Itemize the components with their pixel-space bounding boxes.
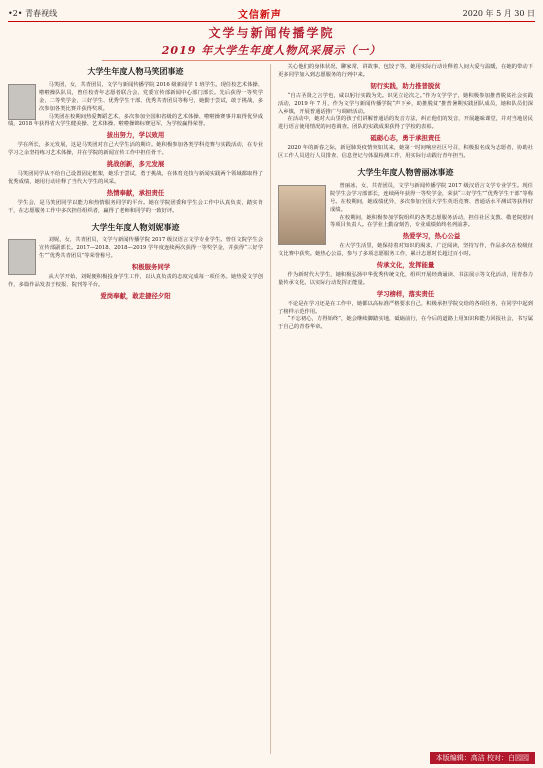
subhead: 挑战创新，多元发展 — [106, 160, 165, 169]
subhead: 韧行实践，助力推普脱贫 — [370, 81, 441, 90]
article-paragraph: 从大学开始，刘妮便积极投身学生工作，以认真负责的态度完成每一项任务。她热爱文学创作，多篇作品发表于校报、院刊等平台。 — [8, 274, 263, 288]
page-title — [60, 24, 483, 66]
article-paragraph: 马笑团同学从不给自己设置固定框架，她乐于尝试，勇于挑战，在体育竞技与新闻实践两个领域都取得了优秀成绩，她用行动诠释了当代大学生的风采。 — [8, 170, 263, 185]
section-label: •2• 青春视线 — [8, 8, 58, 18]
portrait-liu — [8, 239, 36, 275]
masthead: 文信新声 — [237, 9, 282, 21]
subhead: 积极服务同学 — [131, 263, 171, 272]
article-paragraph: 在活动中，她对大山里的孩子们讲解普通话的发音方法，纠正他们的发音，开展趣味课堂，并对当地居民进行语言使用情况的问卷调查。团队的实践成果获得了学校的表彰。 — [278, 116, 533, 131]
column-divider — [270, 64, 271, 754]
article-paragraph: 马笑团在校期间热爱舞蹈艺术，多次参加全国和省级的艺术体操、啦啦操赛事并取得优异成绩，2018 年获得省大学生健美操、艺术体操、啦啦操锦标赛冠军，为学校赢得荣誉。 — [8, 113, 263, 128]
subhead: 拔出努力，学以致用 — [106, 131, 165, 140]
article-paragraph: “不忘初心，方得始终”，她会继续脚踏实地，砥砺前行，在今后的道路上用知识和能力回报社会，书写属于自己的青春华章。 — [278, 316, 533, 331]
article-paragraph: 刘妮，女，共青团员，文学与新闻传播学院 2017 级汉语言文学专业学生。曾任文院学生会宣传部副部长。2017—2018、2018—2019 学年度连续两次获得一等奖学金，并获得“三好学生”“优秀共青团员”等荣誉称号。 — [39, 237, 263, 260]
editor-credit: 本版编辑：高洁 校对：白园园 — [430, 752, 535, 764]
subhead: 爱岗奉献，敢走捷径夕阳 — [100, 291, 171, 300]
article-paragraph: 作为新时代大学生，她积极弘扬中华优秀传统文化，组织开展经典诵读、书法展示等文化活动，用青春力量传承文化，以实际行动发挥正能量。 — [278, 271, 533, 286]
article-paragraph: 在大学生活里，她保持着对知识的渴求，广泛阅读，坚持写作，作品多次在校级征文比赛中获奖。她热心公益，参与了多项志愿服务工作，累计志愿时长超过百小时。 — [278, 243, 533, 258]
article-title-liu: 大学生年度人物刘妮事迹 — [91, 222, 180, 232]
article-title-zeng: 大学生年度人物曾丽冰事迹 — [357, 167, 454, 177]
left-column — [8, 64, 263, 303]
subhead: 热情奉献，承担责任 — [106, 188, 165, 197]
subhead: 热爱学习，热心公益 — [402, 232, 461, 241]
article-paragraph: 学生会，是马笑团同学以能力和热情服务同学的平台。她在学院团委和学生会工作中认真负责，踏实肯干，在志愿服务工作中多次担任组织者，赢得了老师和同学的一致好评。 — [8, 199, 263, 214]
article-paragraph: 学在所长，多元发展，这是马笑团对自己大学生活的期许。她积极参加各类学科竞赛与实践活动，在专业学习之余坚持练习艺术体操，并在学院的新闻宣传工作中担任骨干。 — [8, 142, 263, 157]
article-paragraph: 曾丽冰，女，共青团员，文学与新闻传播学院 2017 级汉语言文学专业学生。现任院学生会学习部部长，连续两年获得一等奖学金，荣获“三好学生”“优秀学生干部”等称号。在校期间，她成绩优异，多次参加全国大学生英语竞赛、普通话水平测试等获得好成绩。 — [330, 182, 533, 213]
portrait-zeng — [278, 185, 326, 245]
subhead: 传承文化，发挥能量 — [376, 261, 435, 270]
article-title-ma: 大学生年度人物马笑团事迹 — [87, 67, 184, 76]
page-title-line2: 2019 年大学生年度人物风采展示（一） — [161, 44, 382, 57]
portrait-ma — [8, 84, 36, 120]
page-title-line1: 文学与新闻传播学院 — [208, 26, 335, 40]
right-column — [278, 64, 533, 332]
subhead: 砥砺心志，勇于承担责任 — [370, 134, 441, 143]
subhead: 学习榜样，落实责任 — [376, 289, 435, 298]
article-paragraph: 在校期间，她积极参加学院组织的各类志愿服务活动，担任社区支教、敬老院慰问等项目负责人。在学业上勤奋刻苦，专业成绩始终名列前茅。 — [330, 214, 533, 229]
article-paragraph: 不论是在学习还是在工作中，她都以高标准严格要求自己，积极承担学院交给的各项任务，在同学中起到了榜样示范作用。 — [278, 300, 533, 315]
issue-date: 2020 年 5 月 30 日 — [462, 8, 535, 18]
article-paragraph: 马笑团，女，共青团员，文学与新闻传播学院 2016 级新闻学 1 班学生。现任校艺术体操、啦啦操队队员，曾任校青年志愿者联合会、党委宣传部新闻中心部门部长。先后获得一等奖学金、二等奖学金、三好学生、优秀学生干部、优秀共青团员等称号，她勤于尝试，敢于挑战，多次参加各类比赛并获得奖项。 — [39, 81, 263, 112]
article-paragraph: 关心他们的身体状况，聊家常，讲故事，包饺子等，她用实际行动诠释着人间大爱与温暖，在她的带动下更多同学加入到志愿服务的行列中来。 — [278, 64, 533, 78]
page-header — [8, 5, 535, 22]
article-paragraph: “自古圣贤之言学也，咸以躬行实践为先。识见立论次之。”作为文学学子，她积极参加推普脱贫社会实践活动，2019 年 7 月，作为文学与新闻传播学院“声下乡，助推脱贫”推普暑期实践团队成员，她和队员们深入乡镇，开展普通话推广与调研活动。 — [278, 92, 533, 115]
article-paragraph: 2020 年的新春之际，新冠肺炎疫情突如其来，她第一时间响应社区号召，积极报名成为志愿者，协助社区工作人员进行人员排查、信息登记与体温检测工作，用实际行动践行青年担当。 — [278, 145, 533, 160]
